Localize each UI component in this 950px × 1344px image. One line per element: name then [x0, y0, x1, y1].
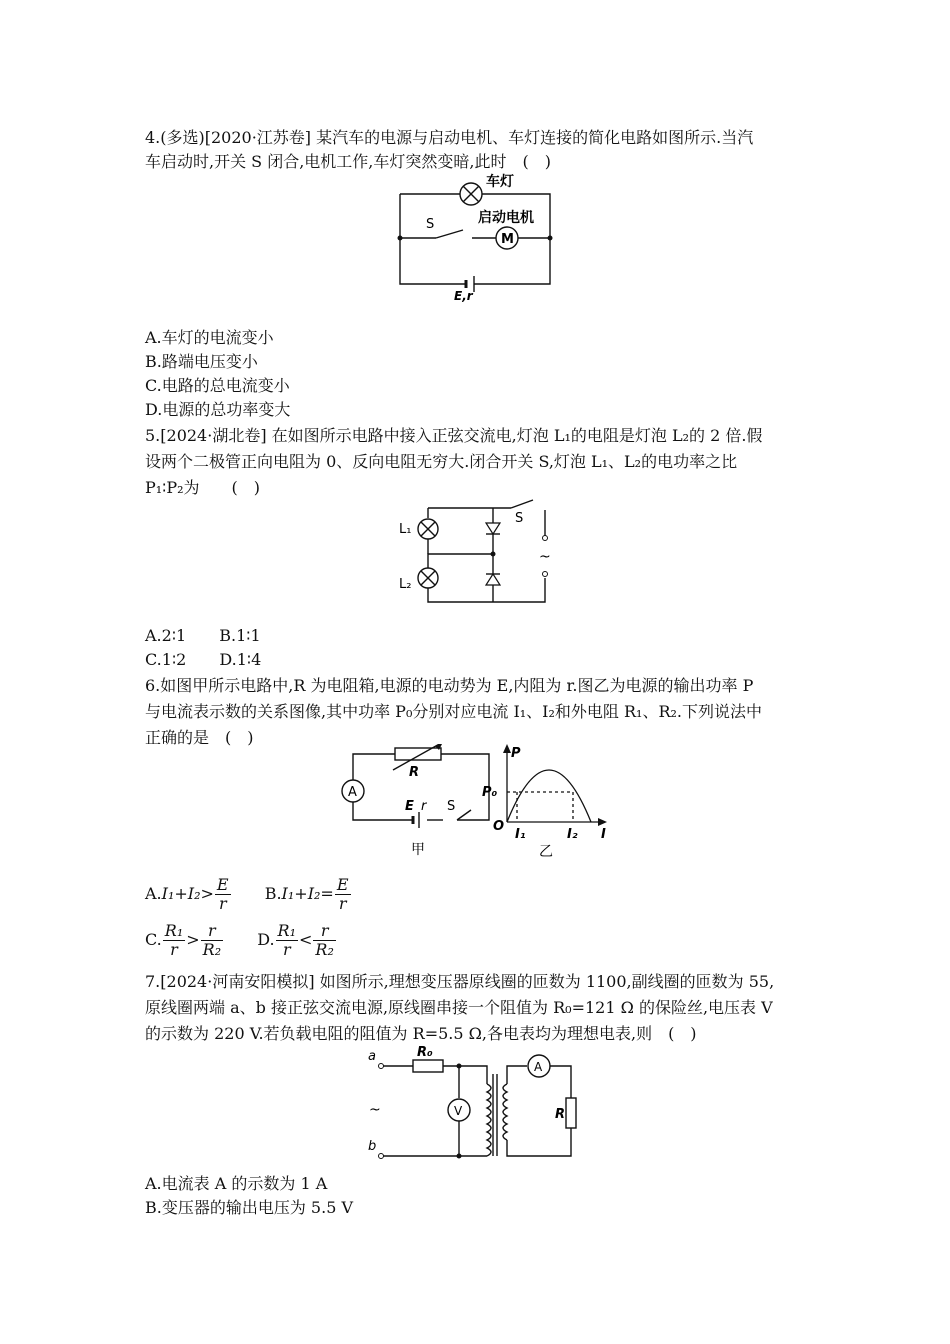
switch-s-label: S	[447, 799, 456, 814]
q4-stem-line1: 4.(多选)[2020·江苏卷] 某汽车的电源与启动电机、车灯连接的简化电路如图所示.当汽	[145, 128, 754, 147]
q7-stem-line1: 7.[2024·河南安阳模拟] 如图所示,理想变压器原线圈的匝数为 1100,副线圈的匝数为 55,	[145, 972, 775, 991]
q4-option-d: D.电源的总功率变大	[145, 400, 291, 419]
ac-symbol: ~	[539, 549, 551, 565]
lamp-label: 车灯	[486, 174, 514, 190]
fig-yi-label: 乙	[539, 844, 553, 860]
voltmeter-v-label: V	[454, 1104, 463, 1118]
q4-option-a: A.车灯的电流变小	[145, 328, 274, 347]
q6-option-c-letter: C.	[145, 930, 162, 949]
lamp-l2-label: L₂	[399, 577, 412, 592]
q6-option-d-letter: D.	[257, 930, 275, 949]
q6-option-c	[145, 922, 224, 959]
q7-transformer-diagram	[365, 1044, 585, 1166]
q5-stem-line2: 设两个二极管正向电阻为 0、反向电阻无穷大.闭合开关 S,灯泡 L₁、L₂的电功率之比	[145, 452, 738, 471]
ac-symbol: ~	[369, 1102, 381, 1118]
axis-p-label: P	[511, 746, 521, 761]
q6-option-b-fraction: $\frac{E}{r}$	[336, 875, 349, 913]
resistor-r-label: R	[409, 765, 420, 780]
q5-option-b: B.1∶1	[219, 626, 261, 645]
origin-o-label: O	[493, 819, 505, 834]
q5-option-c: C.1∶2	[145, 650, 187, 669]
motor-label: 启动电机	[478, 210, 534, 226]
q6-option-b-letter: B.	[264, 884, 282, 903]
q6-option-a-lhs: I₁+I₂>	[161, 884, 214, 903]
q6-stem-line2: 与电流表示数的关系图像,其中功率 P₀分别对应电流 I₁、I₂和外电阻 R₁、R₂.下列说法中	[145, 702, 763, 721]
q6-option-d	[257, 922, 337, 959]
terminal-a-label: a	[368, 1049, 376, 1064]
q5-stem-line3: P₁∶P₂为 ( )	[145, 478, 261, 497]
ammeter-a-label: A	[534, 1060, 543, 1074]
q4-option-c: C.电路的总电流变小	[145, 376, 290, 395]
q7-stem-line3: 的示数为 220 V.若负载电阻的阻值为 R=5.5 Ω,各电表均为理想电表,则 ( )	[145, 1024, 697, 1043]
q5-option-d: D.1∶4	[219, 650, 262, 669]
motor-m-label: M	[501, 232, 514, 247]
q6-option-b-lhs: I₁+I₂=	[281, 884, 334, 903]
axis-i-label: I	[601, 827, 606, 842]
ammeter-a-label: A	[348, 785, 357, 800]
q6-options-row2	[145, 922, 365, 959]
q7-option-a: A.电流表 A 的示数为 1 A	[145, 1174, 328, 1193]
fuse-r0-label: R₀	[417, 1045, 433, 1060]
q6-option-d-fraction-right: $\frac{r}{\text{R₂}}$	[315, 921, 334, 959]
q6-options-row1	[145, 876, 380, 913]
q6-option-d-operator: <	[299, 930, 313, 949]
i2-label: I₂	[567, 827, 578, 842]
q6-option-a	[145, 876, 232, 913]
q4-stem-line2: 车启动时,开关 S 闭合,电机工作,车灯突然变暗,此时 ( )	[145, 152, 551, 171]
q6-option-a-fraction: $\frac{E}{r}$	[216, 875, 229, 913]
q6-option-d-fraction-left: $\frac{\text{R₁}}{r}$	[277, 921, 297, 959]
i1-label: I₁	[515, 827, 526, 842]
p0-label: P₀	[482, 785, 498, 800]
internal-r-label: r	[421, 799, 427, 814]
q7-stem-line2: 原线圈两端 a、b 接正弦交流电源,原线圈串接一个阻值为 R₀=121 Ω 的保险丝,电压表 V	[145, 998, 773, 1017]
switch-s-label: S	[426, 217, 435, 232]
terminal-b-label: b	[368, 1139, 377, 1154]
q6-option-c-operator: >	[186, 930, 200, 949]
q5-options-row1	[145, 626, 289, 645]
emf-e-label: E	[405, 799, 414, 814]
q6-option-b	[265, 876, 352, 913]
q6-stem-line3: 正确的是 ( )	[145, 728, 254, 747]
q5-circuit-diagram	[395, 496, 555, 608]
q4-circuit-diagram	[390, 172, 560, 304]
q6-circuit-and-graph	[335, 744, 625, 864]
fig-jia-label: 甲	[411, 842, 425, 858]
q5-option-a: A.2∶1	[145, 626, 187, 645]
source-er-label: E,r	[454, 289, 473, 303]
q5-stem-line1: 5.[2024·湖北卷] 在如图所示电路中接入正弦交流电,灯泡 L₁的电阻是灯泡 L₂的 2 倍.假	[145, 426, 763, 445]
q6-option-c-fraction-left: $\frac{\text{R₁}}{r}$	[164, 921, 184, 959]
q7-option-b: B.变压器的输出电压为 5.5 V	[145, 1198, 354, 1217]
lamp-l1-label: L₁	[399, 522, 412, 537]
q5-options-row2	[145, 650, 289, 669]
load-r-label: R	[555, 1107, 566, 1122]
q6-option-c-fraction-right: $\frac{r}{\text{R₂}}$	[202, 921, 222, 959]
q4-option-b: B.路端电压变小	[145, 352, 258, 371]
q6-stem-line1: 6.如图甲所示电路中,R 为电阻箱,电源的电动势为 E,内阻为 r.图乙为电源的输出功率 P	[145, 676, 754, 695]
q6-option-a-letter: A.	[145, 884, 162, 903]
switch-s-label: S	[515, 511, 524, 526]
